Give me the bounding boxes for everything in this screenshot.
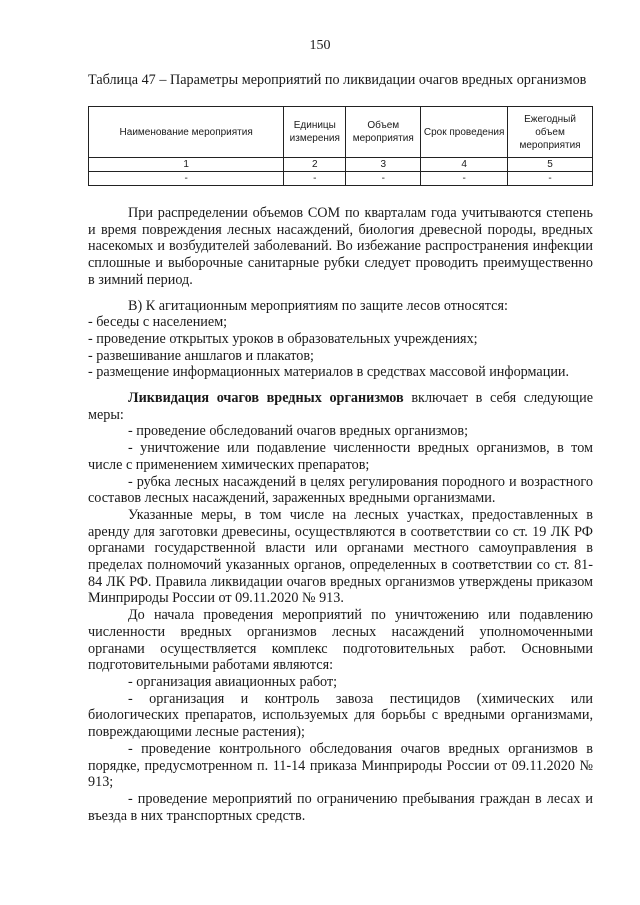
table-cell: 2 (284, 158, 346, 172)
table-cell: - (89, 172, 284, 186)
list-item: - организация авиационных работ; (128, 673, 338, 690)
header-volume: Объем мероприятия (346, 107, 421, 158)
list-item: - проведение обследований очагов вредных организмов; (128, 423, 469, 440)
list-item: - уничтожение или подавление численности вредных организмов, в том числе с применением химических препаратов; (88, 440, 593, 473)
list-item: - проведение контрольного обследования очагов вредных организмов в порядке, предусмотренном п. 11-14 приказа Минприроды России от 09.11.2020 № 913; (88, 740, 593, 791)
table-cell: - (421, 172, 508, 186)
list-item: - развешивание аншлагов и плакатов; (88, 347, 314, 364)
table-caption: Таблица 47 – Параметры мероприятий по ликвидации очагов вредных организмов (88, 72, 587, 88)
header-term: Срок проведения (421, 107, 508, 158)
table-header-row (89, 107, 593, 158)
paragraph-agitation-heading: В) К агитационным мероприятиям по защите лесов относятся: (128, 297, 508, 314)
table-row (89, 172, 593, 186)
paragraph-preparatory-works: До начала проведения мероприятий по уничтожению или подавлению численности вредных организмов лесных насаждений уполномоченными органами осуществляется комплекс подготовительных работ. Основными подготовительными работами являются: (88, 607, 593, 674)
table-cell: 1 (89, 158, 284, 172)
paragraph-liquidation (88, 390, 593, 423)
list-item: - беседы с населением; (88, 314, 228, 331)
table-cell: - (284, 172, 346, 186)
body-text (88, 205, 593, 824)
list-item: - проведение открытых уроков в образовательных учреждениях; (88, 330, 478, 347)
list-item: - размещение информационных материалов в средствах массовой информации. (88, 364, 570, 381)
paragraph-som-distribution: При распределении объемов СОМ по кварталам года учитываются степень и время повреждения лесных насаждений, биология древесной породы, вредных насекомых и возбудителей заболеваний. Во избежание распространения инфекции сплошные и выборочные санитарные рубки следует проводить преимущественно в зимний период. (88, 205, 593, 288)
table-cell: - (346, 172, 421, 186)
list-item: - рубка лесных насаждений в целях регулирования породного и возрастного составов лесных насаждений, зараженных вредными организмами. (88, 473, 593, 507)
table-cell: 5 (508, 158, 593, 172)
liquidation-bold-lead: Ликвидация очагов вредных организмов (128, 390, 404, 407)
paragraph-measures-legal: Указанные меры, в том числе на лесных участках, предоставленных в аренду для заготовки древесины, осуществляются в соответствии со ст. 19 ЛК РФ органами государственной власти или органами местного самоуправления в пределах полномочий указанных органов, определенных в соответствии со ст. 81-84 ЛК РФ. Правила ликвидации очагов вредных организмов утверждены приказом Минприроды России от 09.11.2020 № 913. (88, 506, 593, 607)
table-cell: 3 (346, 158, 421, 172)
table-cell: - (508, 172, 593, 186)
liquidation-lead-rest: включает в себя следующие меры: (88, 390, 594, 423)
header-name: Наименование мероприятия (89, 107, 284, 158)
header-units: Единицы измерения (284, 107, 346, 158)
header-annual-volume: Ежегодный объем мероприятия (508, 107, 593, 158)
table-row (89, 158, 593, 172)
table-cell: 4 (421, 158, 508, 172)
measures-table (88, 106, 593, 186)
page-number: 150 (309, 38, 331, 53)
list-item: - проведение мероприятий по ограничению пребывания граждан в лесах и въезда в них транспортных средств. (88, 790, 593, 824)
list-item: - организация и контроль завоза пестицидов (химических или биологических препаратов, используемых для борьбы с вредными организмами, повреждающими лесные растения); (88, 690, 593, 741)
